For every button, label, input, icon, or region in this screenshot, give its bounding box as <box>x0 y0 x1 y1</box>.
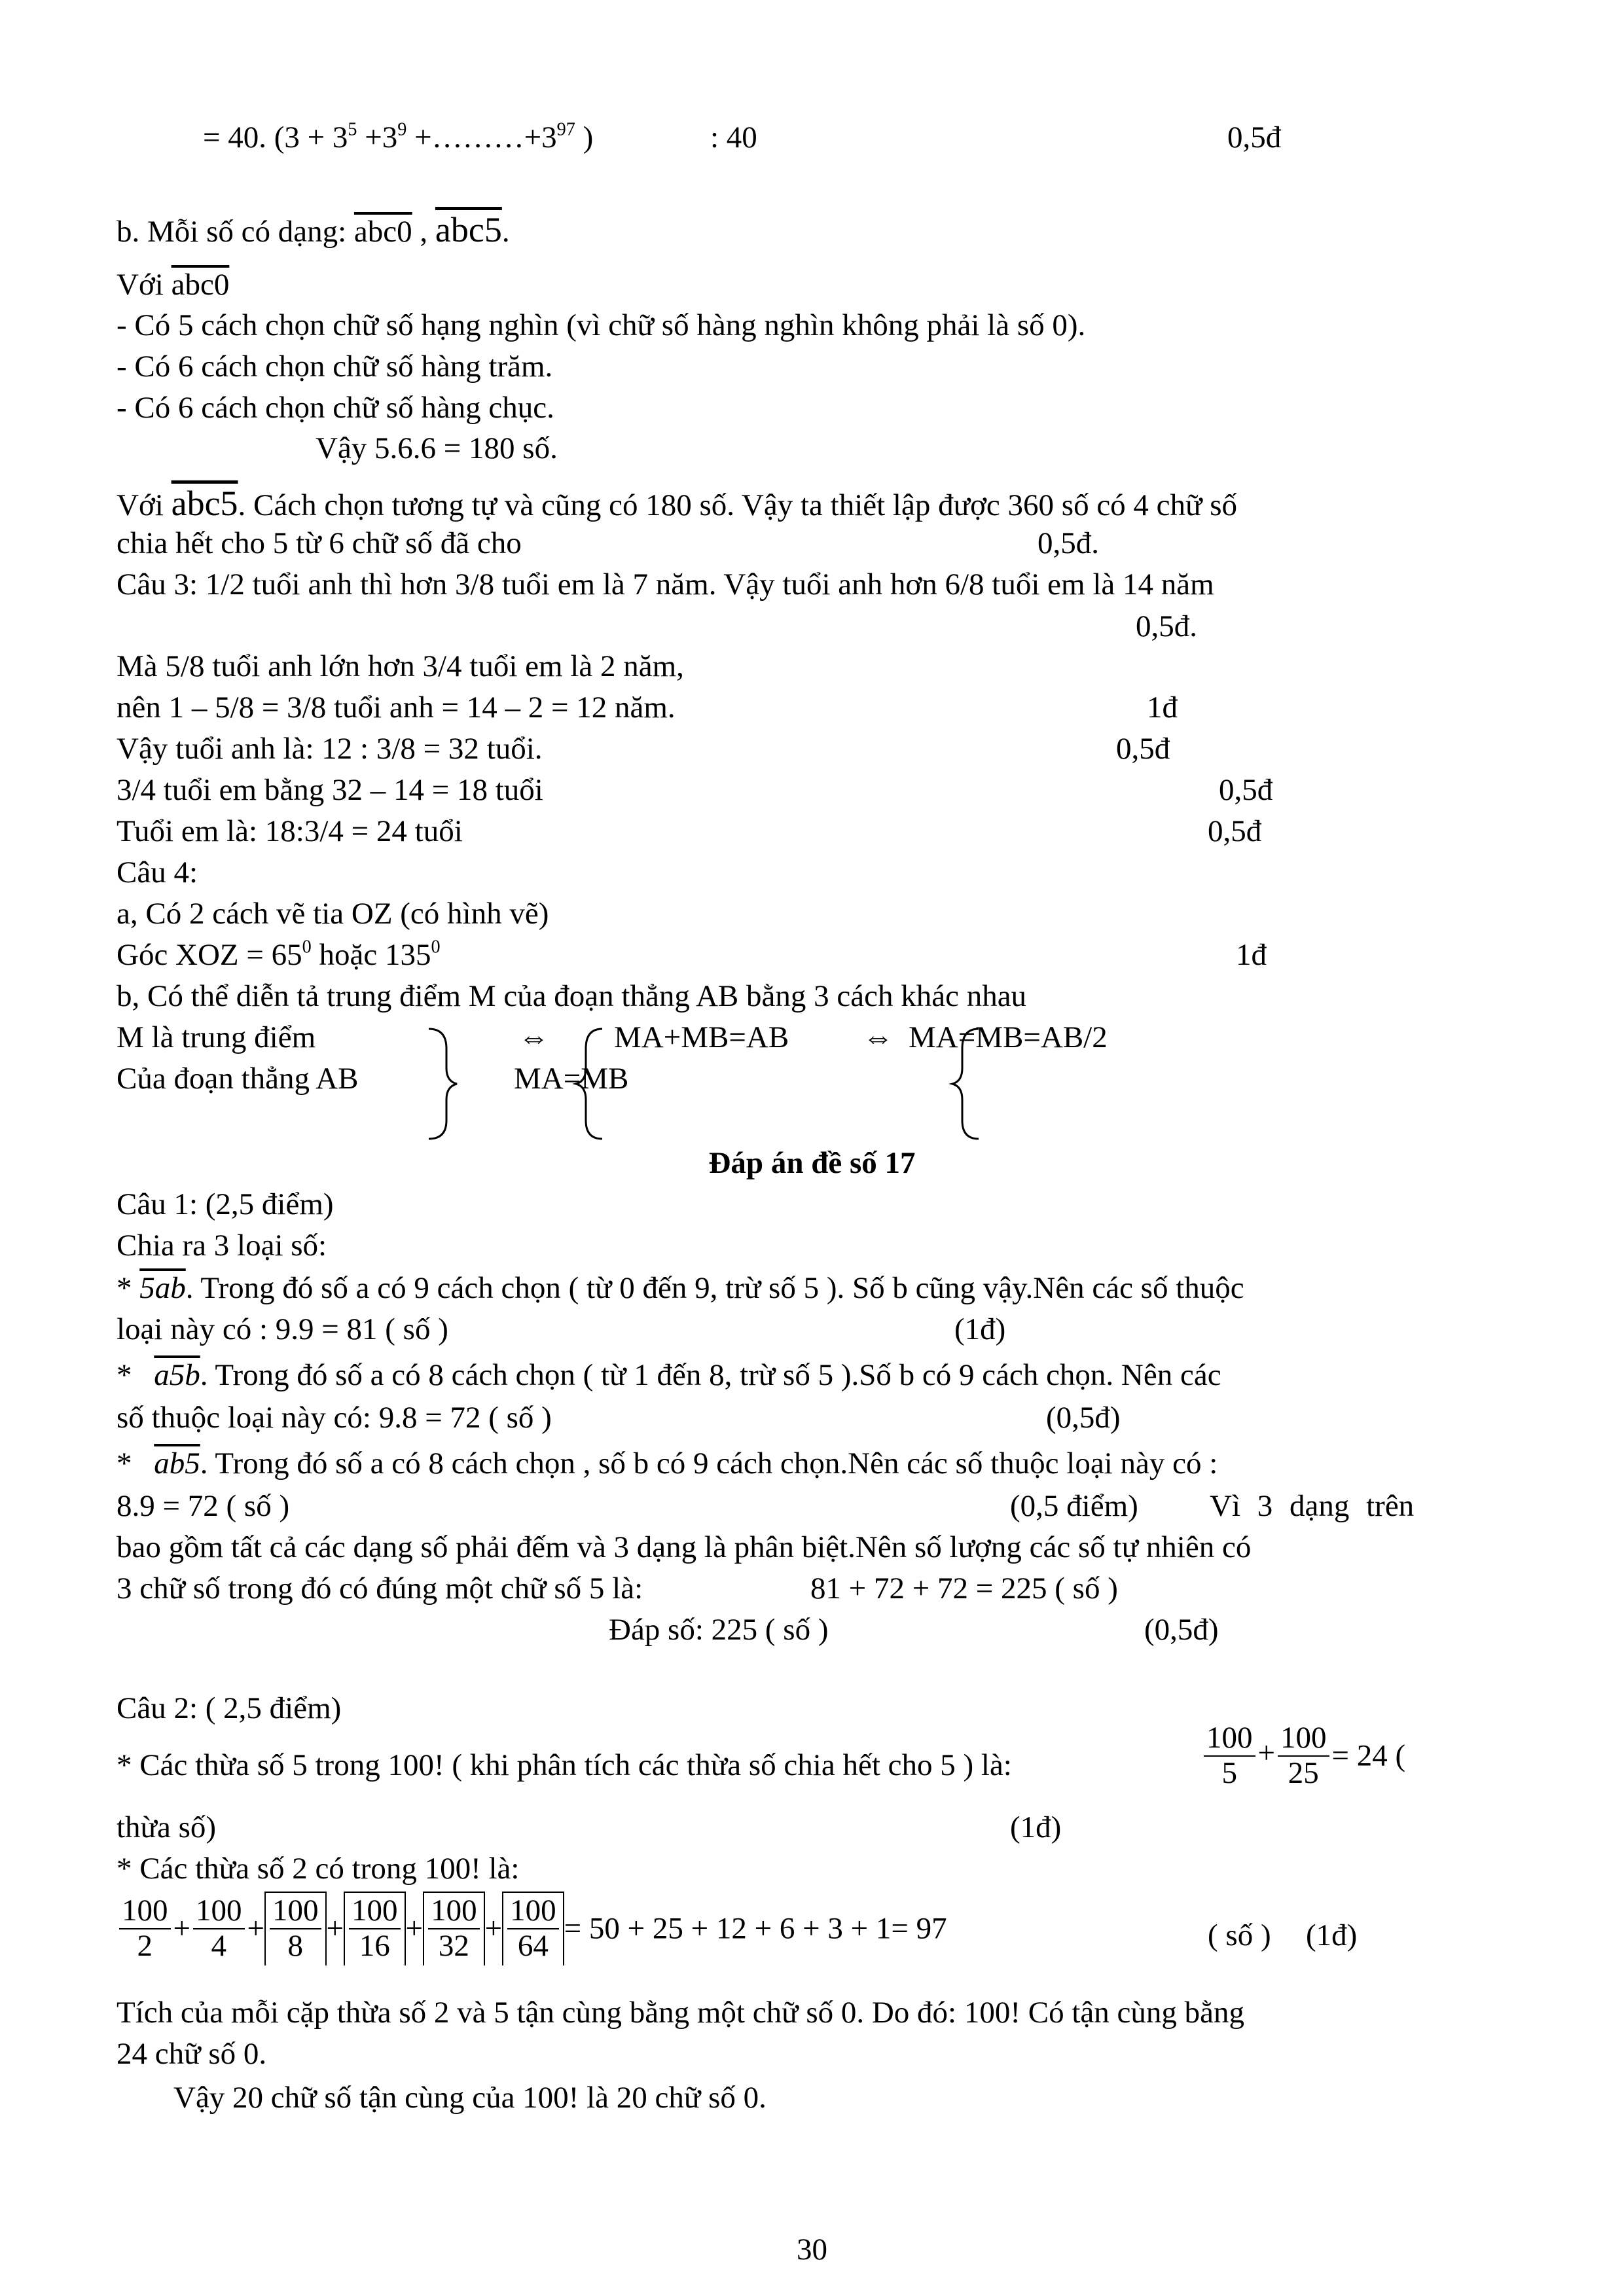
overlined-number: abc5 <box>435 210 502 249</box>
text-line: Vậy 20 chữ số tận cùng của 100! là 20 chữ số 0. <box>173 2081 767 2115</box>
text-line <box>117 1270 1244 1306</box>
equation-divisor: : 40 <box>710 120 757 154</box>
text-line: Câu 2: ( 2,5 điểm) <box>117 1691 342 1725</box>
fraction <box>507 1894 559 1963</box>
text-line: Của đoạn thẳng AB <box>117 1062 359 1096</box>
text: hoặc 135 <box>311 938 431 972</box>
text-line: Vậy 5.6.6 = 180 số. <box>316 431 558 465</box>
text-line: 3/4 tuổi em bằng 32 – 14 = 18 tuổi <box>117 773 543 807</box>
denominator: 25 <box>1288 1755 1319 1790</box>
text-line: * Các thừa số 5 trong 100! ( khi phân tích các thừa số chia hết cho 5 ) là: <box>117 1748 1012 1782</box>
denominator: 5 <box>1221 1755 1237 1790</box>
plus-sign: + <box>247 1911 265 1946</box>
denominator: 16 <box>359 1928 390 1963</box>
text: Góc XOZ = 65 <box>117 938 302 972</box>
left-brace <box>952 1029 979 1139</box>
text: * <box>117 1271 140 1305</box>
score: 0,5đ <box>1219 773 1273 807</box>
numerator: 100 <box>428 1894 480 1929</box>
text-line <box>117 1357 1221 1393</box>
text: = 24 ( <box>1331 1738 1406 1773</box>
equivalence-arrow: ⇔ <box>518 1020 549 1054</box>
text-line: M là trung điểm <box>117 1020 316 1054</box>
denominator: 32 <box>438 1928 469 1963</box>
text: . Trong đó số a có 9 cách chọn ( từ 0 đến 9, trừ số 5 ). Số b cũng vậy.Nên các số thuộc <box>185 1271 1244 1305</box>
text: , <box>412 215 435 249</box>
overlined-number: a5b <box>154 1358 200 1392</box>
plus-sign: + <box>326 1911 344 1946</box>
text: Với <box>117 268 171 302</box>
plus-sign: + <box>405 1911 424 1946</box>
text-line: 24 chữ số 0. <box>117 2037 267 2071</box>
text-line: Câu 1: (2,5 điểm) <box>117 1187 334 1221</box>
text: +3 <box>357 120 398 154</box>
overlined-number: 5ab <box>139 1271 186 1305</box>
exponent: 0 <box>431 937 441 958</box>
score: (1đ) <box>1010 1810 1062 1844</box>
exponent: 97 <box>556 119 575 140</box>
text: . Trong đó số a có 8 cách chọn , số b có 9 cách chọn.Nên các số thuộc loại này có : <box>200 1446 1218 1480</box>
overlined-number: abc5 <box>171 484 238 523</box>
fraction <box>349 1894 401 1963</box>
score: (0,5đ) <box>1144 1613 1219 1647</box>
math-text: 81 + 72 + 72 = 225 ( số ) <box>810 1571 1118 1605</box>
exponent: 0 <box>302 937 312 958</box>
score: 0,5đ. <box>1038 526 1099 560</box>
text-line: Tuổi em là: 18:3/4 = 24 tuổi <box>117 814 463 848</box>
text: . <box>501 215 510 249</box>
overlined-number: abc0 <box>171 268 230 302</box>
text-line: * Các thừa số 2 có trong 100! là: <box>117 1852 520 1886</box>
score: 0,5đ <box>1116 732 1170 766</box>
fraction <box>193 1894 245 1963</box>
floor-bracket <box>264 1892 327 1965</box>
text: * <box>117 1358 140 1392</box>
fraction-sum <box>1201 1721 1405 1790</box>
text: * <box>117 1446 140 1480</box>
text-line: thừa số) <box>117 1810 217 1844</box>
equivalence-arrow: ⇔ <box>863 1020 893 1054</box>
text: +………+3 <box>406 120 557 154</box>
math-text: MA+MB=AB <box>614 1020 789 1054</box>
text: . Trong đó số a có 8 cách chọn ( từ 1 đến 8, trừ số 5 ).Số b có 9 cách chọn. Nên các <box>200 1358 1221 1392</box>
numerator: 100 <box>1278 1721 1329 1757</box>
denominator: 64 <box>517 1928 549 1963</box>
fraction <box>119 1894 171 1963</box>
score: 0,5đ <box>1208 814 1262 848</box>
text-line <box>117 1446 1218 1481</box>
answer: Đáp số: 225 ( số ) <box>609 1613 829 1647</box>
text: . Cách chọn tương tự và cũng có 180 số. Vậy ta thiết lập được 360 số có 4 chữ số <box>238 488 1238 522</box>
text-line: Câu 4: <box>117 855 198 889</box>
score: 0,5đ. <box>1136 609 1197 643</box>
text-line: Mà 5/8 tuổi anh lớn hơn 3/4 tuổi em là 2 năm, <box>117 649 684 683</box>
text-line: nên 1 – 5/8 = 3/8 tuổi anh = 14 – 2 = 12 năm. <box>117 691 676 725</box>
text-line: Chia ra 3 loại số: <box>117 1229 327 1263</box>
plus-sign: + <box>173 1911 191 1946</box>
score: 1đ <box>1147 691 1178 725</box>
score: (1đ) <box>954 1312 1006 1346</box>
fraction <box>1204 1721 1255 1790</box>
text-line: - Có 6 cách chọn chữ số hàng trăm. <box>117 350 553 384</box>
exponent: 9 <box>397 119 407 140</box>
right-brace <box>429 1029 457 1139</box>
numerator: 100 <box>507 1894 559 1929</box>
text-line: số thuộc loại này có: 9.8 = 72 ( số ) <box>117 1401 552 1435</box>
text-line: 3 chữ số trong đó có đúng một chữ số 5 là: <box>117 1571 643 1605</box>
floor-sum <box>117 1892 947 1965</box>
score: 1đ <box>1236 938 1267 972</box>
numerator: 100 <box>193 1894 245 1929</box>
floor-bracket <box>344 1892 406 1965</box>
math-text: MA=MB=AB/2 <box>909 1020 1108 1054</box>
math-text: MA=MB <box>514 1062 629 1096</box>
text-line: chia hết cho 5 từ 6 chữ số đã cho <box>117 526 522 560</box>
plus-sign: + <box>484 1911 503 1946</box>
text-line: - Có 6 cách chọn chữ số hàng chục. <box>117 391 554 425</box>
text: ) <box>575 120 594 154</box>
numerator: 100 <box>1204 1721 1255 1757</box>
text-line: Vậy tuổi anh là: 12 : 3/8 = 32 tuổi. <box>117 732 543 766</box>
score: (0,5 điểm) <box>1010 1489 1138 1523</box>
fraction <box>270 1894 321 1963</box>
overlined-number: abc0 <box>353 215 412 249</box>
text: = 40. (3 + 3 <box>203 120 348 154</box>
text-line: loại này có : 9.9 = 81 ( số ) <box>117 1312 448 1346</box>
fraction <box>1278 1721 1329 1790</box>
text-line: - Có 5 cách chọn chữ số hạng nghìn (vì chữ số hàng nghìn không phải là số 0). <box>117 308 1086 342</box>
text-line: Câu 3: 1/2 tuổi anh thì hơn 3/8 tuổi em là 7 năm. Vậy tuổi anh hơn 6/8 tuổi em là 14 năm <box>117 567 1214 601</box>
numerator: 100 <box>119 1894 171 1929</box>
text-line: Vì 3 dạng trên <box>1210 1489 1415 1523</box>
fraction <box>428 1894 480 1963</box>
text-line: Tích của mỗi cặp thừa số 2 và 5 tận cùng bằng một chữ số 0. Do đó: 100! Có tận cùng bằng <box>117 1996 1245 2030</box>
text: b. Mỗi số có dạng: <box>117 215 354 249</box>
floor-bracket <box>502 1892 564 1965</box>
section-heading: Đáp án đề số 17 <box>708 1146 916 1180</box>
exponent: 5 <box>348 119 357 140</box>
score: (0,5đ) <box>1046 1401 1121 1435</box>
text-line: b, Có thể diễn tả trung điểm M của đoạn thẳng AB bằng 3 cách khác nhau <box>117 979 1027 1013</box>
numerator: 100 <box>349 1894 401 1929</box>
overlined-number: ab5 <box>154 1446 200 1480</box>
score: 0,5đ <box>1227 120 1282 154</box>
plus-sign: + <box>1257 1736 1276 1770</box>
page-number: 30 <box>797 2233 827 2267</box>
text-line: bao gồm tất cả các dạng số phải đếm và 3 dạng là phân biệt.Nên số lượng các số tự nhiên có <box>117 1530 1252 1564</box>
text: ( số ) <box>1208 1918 1271 1952</box>
floor-bracket <box>423 1892 485 1965</box>
denominator: 8 <box>287 1928 304 1963</box>
text: = 50 + 25 + 12 + 6 + 3 + 1= 97 <box>564 1911 947 1946</box>
left-brace <box>576 1029 602 1139</box>
denominator: 2 <box>137 1928 153 1963</box>
denominator: 4 <box>211 1928 227 1963</box>
numerator: 100 <box>270 1894 321 1929</box>
text: Với <box>117 488 171 522</box>
score: (1đ) <box>1306 1918 1358 1952</box>
text-line: a, Có 2 cách vẽ tia OZ (có hình vẽ) <box>117 897 549 931</box>
text-line: 8.9 = 72 ( số ) <box>117 1489 290 1523</box>
